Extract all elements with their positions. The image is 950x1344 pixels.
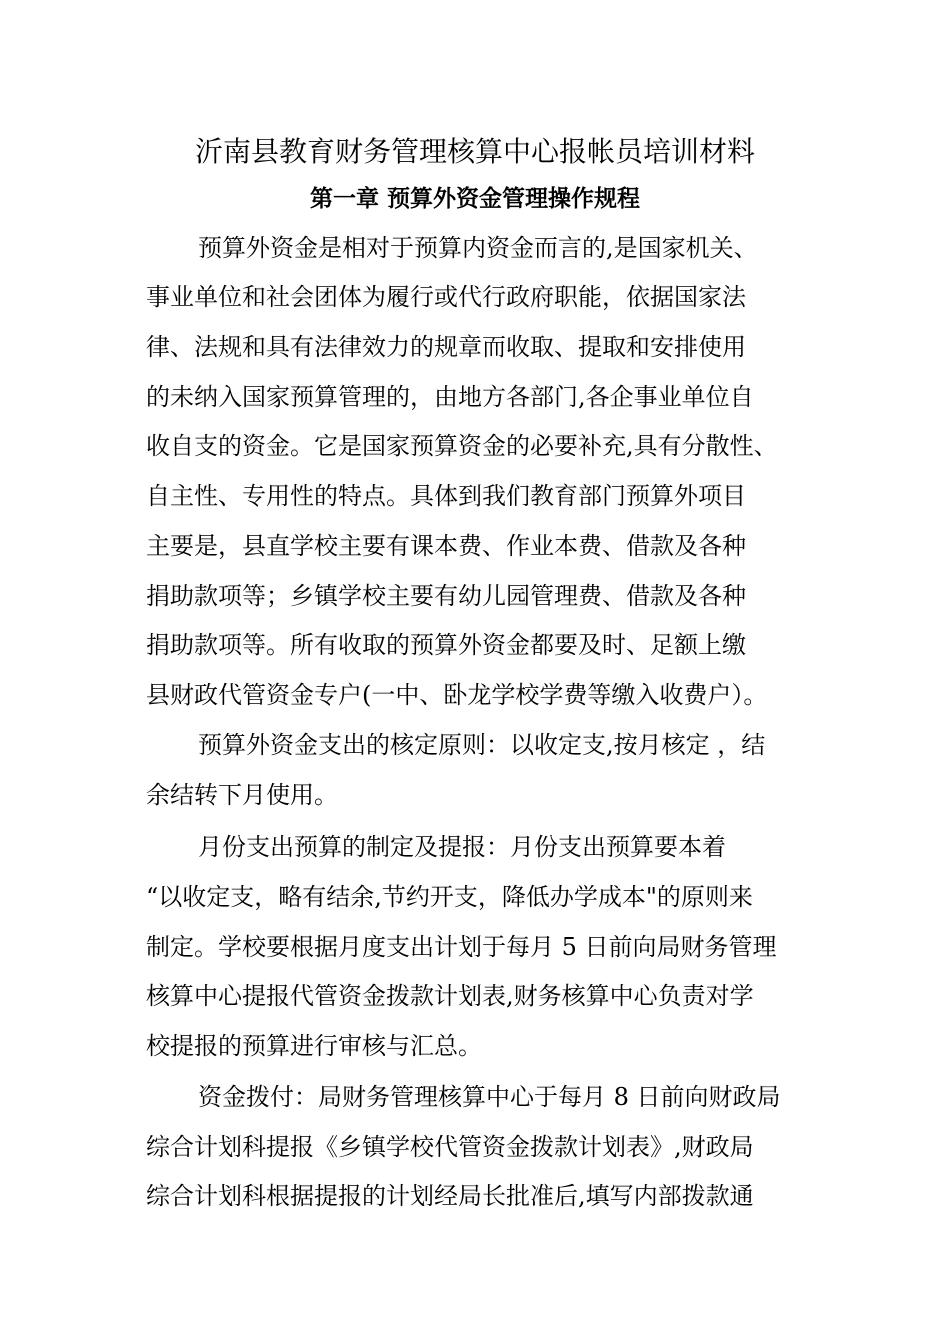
chapter-title: 第一章 预算外资金管理操作规程 <box>309 186 640 212</box>
text-line: 收自支的资金。它是国家预算资金的必要补充,具有分散性、 <box>146 432 778 460</box>
text-line: 主要是，县直学校主要有课本费、作业本费、借款及各种 <box>146 532 746 560</box>
text-line: 核算中心提报代管资金拨款计划表,财务核算中心负责对学 <box>146 982 754 1010</box>
text-line: 资金拨付：局财务管理核算中心于每月 8 日前向财政局 <box>198 1083 781 1111</box>
text-line: 预算外资金支出的核定原则：以收定支,按月核定 ，结 <box>198 731 766 759</box>
text-line: 综合计划科提报《乡镇学校代管资金拨款计划表》,财政局 <box>146 1133 754 1161</box>
text-line: 捐助款项等；乡镇学校主要有幼儿园管理费、借款及各种 <box>146 582 746 610</box>
text-line: 自主性、专用性的特点。具体到我们教育部门预算外项目 <box>146 482 746 510</box>
text-line: “以收定支，略有结余,节约开支，降低办学成本"的原则来 <box>146 883 753 911</box>
text-line: 县财政代管资金专户(一中、卧龙学校学费等缴入收费户）。 <box>146 681 768 709</box>
text-line: 事业单位和社会团体为履行或代行政府职能，依据国家法 <box>146 283 746 311</box>
text-line: 捐助款项等。所有收取的预算外资金都要及时、足额上缴 <box>146 631 746 659</box>
text-line: 校提报的预算进行审核与汇总。 <box>146 1032 482 1060</box>
text-line: 月份支出预算的制定及提报：月份支出预算要本着 <box>198 833 726 861</box>
text-line: 制定。学校要根据月度支出计划于每月 5 日前向局财务管理 <box>146 933 777 961</box>
text-line: 的未纳入国家预算管理的，由地方各部门,各企事业单位自 <box>146 383 754 411</box>
text-line: 余结转下月使用。 <box>146 781 338 809</box>
text-line: 综合计划科根据提报的计划经局长批准后,填写内部拨款通 <box>146 1182 754 1210</box>
document-title: 沂南县教育财务管理核算中心报帐员培训材料 <box>194 135 755 168</box>
text-line: 预算外资金是相对于预算内资金而言的,是国家机关、 <box>198 234 758 262</box>
text-line: 律、法规和具有法律效力的规章而收取、提取和安排使用 <box>146 333 746 361</box>
